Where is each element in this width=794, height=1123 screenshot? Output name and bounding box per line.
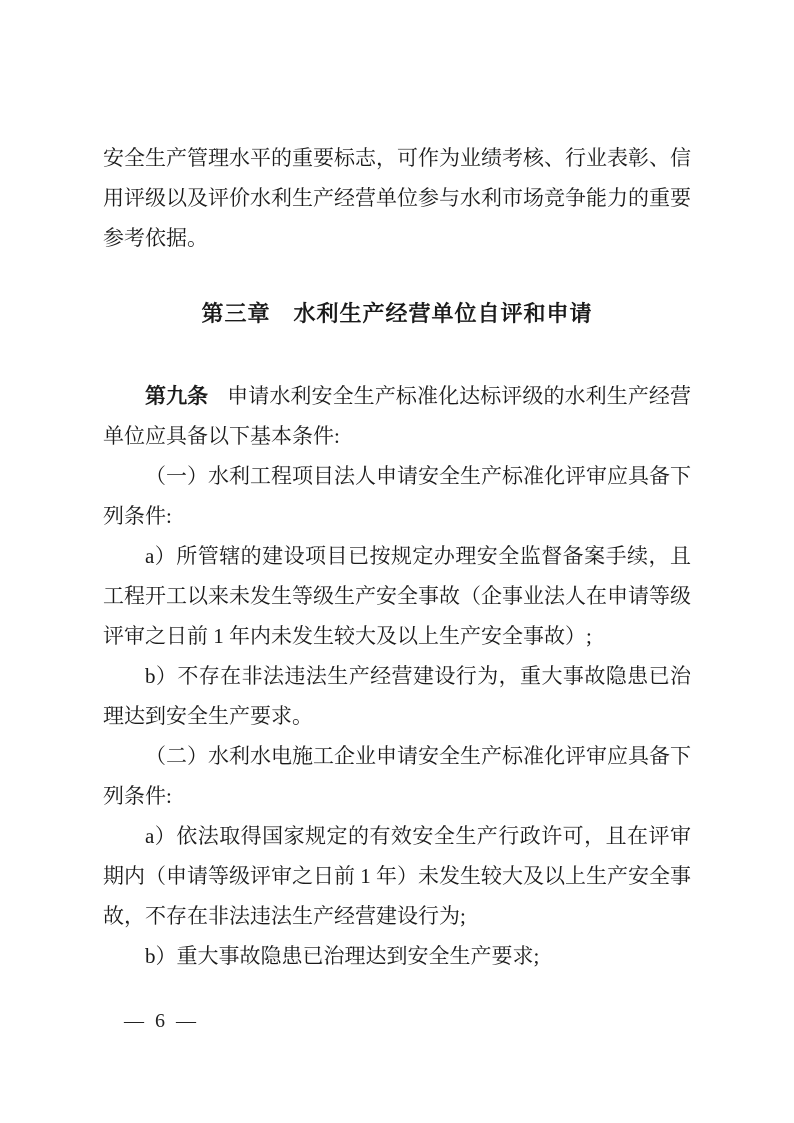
- condition-item-1b: b）不存在非法违法生产经营建设行为，重大事故隐患已治理达到安全生产要求。: [103, 664, 691, 728]
- condition-item-2a: a）依法取得国家规定的有效安全生产行政许可，且在评审期内（申请等级评审之日前 1 年）未发生较大及以上生产安全事故，不存在非法违法生产经营建设行为;: [103, 824, 691, 928]
- condition-item-2b: b）重大事故隐患已治理达到安全生产要求;: [145, 944, 540, 968]
- condition-item-1: （一）水利工程项目法人申请安全生产标准化评审应具备下列条件:: [103, 464, 691, 528]
- condition-item-1a: a）所管辖的建设项目已按规定办理安全监督备案手续，且工程开工以来未发生等级生产安全事故（企事业法人在申请等级评审之日前 1 年内未发生较大及以上生产安全事故）;: [103, 544, 691, 648]
- chapter-heading: 第三章 水利生产经营单位自评和申请: [201, 301, 593, 326]
- article-9-text: 申请水利安全生产标准化达标评级的水利生产经营单位应具备以下基本条件:: [103, 384, 691, 448]
- page-number: — 6 —: [124, 1010, 199, 1032]
- article-9-paragraph: [103, 376, 691, 456]
- intro-paragraph: 安全生产管理水平的重要标志，可作为业绩考核、行业表彰、信用评级以及评价水利生产经营单位参与水利市场竞争能力的重要参考依据。: [103, 146, 691, 250]
- condition-item-2: （二）水利水电施工企业申请安全生产标准化评审应具备下列条件:: [103, 744, 691, 808]
- article-9-label: 第九条: [145, 384, 209, 408]
- document-body: [103, 138, 691, 976]
